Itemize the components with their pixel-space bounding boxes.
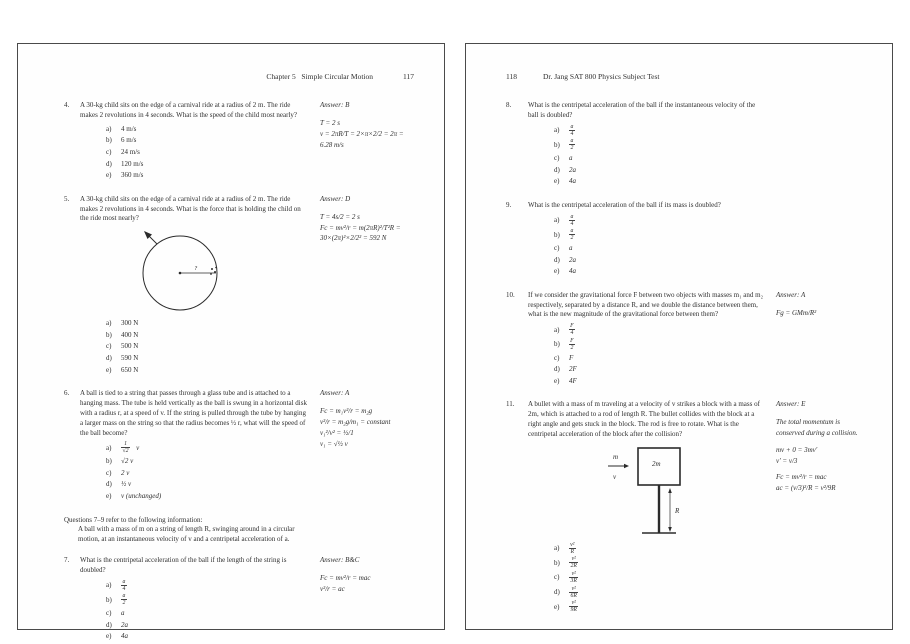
option-row	[554, 338, 766, 351]
option-label: e)	[554, 177, 560, 186]
option-label: e)	[554, 267, 560, 276]
option-row	[106, 135, 310, 145]
option-value: 2F	[569, 365, 577, 374]
option-row	[106, 468, 310, 478]
option-fraction: $\frac{a}{4}$	[122, 578, 126, 592]
option-value: 4 m/s	[121, 124, 137, 133]
question-number: 11.	[506, 400, 515, 409]
option-row	[554, 266, 766, 276]
option-value: a	[569, 243, 573, 252]
option-value: 590 N	[121, 354, 139, 363]
option-label: d)	[106, 159, 112, 168]
left-page-header	[64, 72, 418, 81]
option-label: a)	[554, 216, 560, 225]
option-value: 4a	[569, 177, 576, 186]
group-intro-lead: Questions 7–9 refer to the following information:	[64, 515, 203, 524]
option-label: e)	[554, 602, 560, 611]
option-row	[554, 586, 766, 599]
option-label: a)	[106, 319, 112, 328]
answer-column	[766, 400, 866, 614]
bullet-mass-label: m	[613, 452, 619, 461]
option-value: 2 v	[121, 468, 130, 477]
options-list	[106, 579, 310, 642]
option-suffix: v	[136, 443, 140, 452]
solution-line: v²/r = m₂g/m₁ = constant	[320, 418, 391, 427]
option-value: 400 N	[121, 330, 139, 339]
option-row	[554, 243, 766, 253]
option-value: 24 m/s	[121, 147, 140, 156]
solution-line: Fc = mv²/r = mac	[776, 473, 827, 482]
option-row	[554, 124, 766, 137]
option-row	[554, 176, 766, 186]
option-fraction: $\frac{F}{2}$	[570, 337, 574, 351]
answer-column	[766, 201, 866, 278]
question-4	[64, 101, 418, 182]
option-value: 4a	[569, 267, 576, 276]
option-row	[106, 593, 310, 606]
answer-note: The total momentum is conserved during a collision.	[776, 418, 858, 437]
option-row	[554, 364, 766, 374]
option-row	[554, 255, 766, 265]
option-fraction: $\frac{a}{4}$	[570, 213, 574, 227]
option-label: c)	[106, 147, 112, 156]
option-label: e)	[106, 491, 112, 500]
option-row	[106, 170, 310, 180]
option-fraction: $\frac{a}{4}$	[570, 123, 574, 137]
question-number: 6.	[64, 389, 70, 398]
option-label: e)	[106, 171, 112, 180]
option-value: 2a	[569, 255, 576, 264]
option-label: b)	[554, 340, 560, 349]
option-value: 4a	[121, 632, 128, 641]
option-row	[554, 376, 766, 386]
question-text: If we consider the gravitational force F between two objects with masses m₁ and m₂ respectively, separated by a distance R, and we double the distance between them, what is the new magnitude of the gravitational force between them?	[528, 290, 764, 319]
option-value: a	[569, 153, 573, 162]
group-intro	[64, 516, 418, 545]
option-fraction: $\frac{F}{4}$	[570, 323, 574, 337]
option-row	[106, 147, 310, 157]
option-label: d)	[554, 165, 560, 174]
radius-question-label: ?	[194, 265, 198, 273]
option-fraction: $\frac{1}{√2}$	[122, 441, 129, 455]
option-row	[106, 441, 310, 454]
option-fraction: $\frac{\text{v²}}{3R}$	[570, 570, 577, 585]
question-number: 5.	[64, 194, 70, 203]
option-fraction: $\frac{a}{2}$	[570, 228, 574, 242]
option-value: 4F	[569, 376, 577, 385]
option-label: c)	[554, 153, 560, 162]
option-row	[554, 542, 766, 555]
option-value: a	[121, 608, 125, 617]
option-label: d)	[106, 480, 112, 489]
option-value: 500 N	[121, 342, 139, 351]
options-list	[106, 441, 310, 501]
solution-line: T = 4s/2 = 2 s	[320, 212, 360, 221]
left-page	[17, 43, 445, 641]
option-value: 300 N	[121, 319, 139, 328]
right-page-number: 118	[506, 72, 517, 81]
option-row	[554, 138, 766, 151]
solution-line: ac = (v/3)²/R = v²/9R	[776, 484, 836, 493]
answer-column	[310, 389, 418, 502]
option-label: b)	[554, 230, 560, 239]
option-label: c)	[106, 608, 112, 617]
option-row	[106, 341, 310, 351]
option-value: 650 N	[121, 365, 139, 374]
solution-line: v²/r = ac	[320, 584, 345, 593]
rod-length-label: R	[675, 506, 680, 515]
option-row	[554, 600, 766, 613]
solution-line: Fc = mv²/r = m(2πR)²/T²R =	[320, 223, 401, 232]
option-row	[554, 153, 766, 163]
group-intro-body: A ball with a mass of m on a string of length R, swinging around in a circular motion, at an instantaneous velocity of v and a centripetal acceleration of a.	[78, 525, 295, 544]
option-value: 2a	[569, 165, 576, 174]
option-value: v (unchanged)	[121, 491, 162, 500]
option-label: d)	[106, 620, 112, 629]
options-list	[554, 214, 766, 277]
option-row	[554, 165, 766, 175]
option-value: 120 m/s	[121, 159, 144, 168]
option-fraction: $\frac{\text{v²}}{R}$	[570, 541, 575, 555]
answer-label: Answer: B	[320, 101, 350, 109]
option-row	[106, 456, 310, 466]
question-text: A 30-kg child sits on the edge of a carnival ride at a radius of 2 m. The ride makes 2 revolutions in 4 seconds. What is the force that is holding the child on the ride most nearly?	[80, 194, 301, 223]
chapter-header: Chapter 5 Simple Circular Motion	[266, 72, 374, 81]
right-page	[465, 43, 893, 630]
option-row	[106, 631, 310, 641]
solution-line: mv + 0 = 3mv′	[776, 445, 818, 454]
option-row	[106, 579, 310, 592]
block-mass-label: 2m	[652, 459, 661, 468]
question-number: 9.	[506, 200, 512, 209]
option-row	[106, 365, 310, 375]
option-label: a)	[106, 124, 112, 133]
solution-line: Fc = m₁v²/r = m₂g	[320, 407, 373, 416]
option-value: 2a	[121, 620, 128, 629]
option-row	[554, 571, 766, 584]
option-fraction: $\frac{\text{v²}}{6R}$	[570, 585, 577, 599]
option-row	[554, 228, 766, 241]
option-label: c)	[554, 353, 560, 362]
option-value: √2 v	[121, 457, 134, 466]
answer-label: Answer: A	[320, 389, 350, 398]
question-text: What is the centripetal acceleration of the ball if the length of the string is doubled?	[80, 555, 287, 574]
option-fraction: $\frac{\text{v²}}{9R}$	[570, 600, 577, 614]
option-label: a)	[106, 581, 112, 590]
option-row	[106, 491, 310, 501]
option-row	[106, 124, 310, 134]
question-number: 8.	[506, 101, 512, 109]
solution-line: Fg = GMm/R²	[776, 308, 817, 317]
option-value: 6 m/s	[121, 136, 137, 145]
question-text: What is the centripetal acceleration of the ball if the instantaneous velocity of the ball is doubled?	[528, 101, 756, 119]
options-list	[106, 318, 310, 375]
option-label: a)	[106, 443, 112, 452]
option-row	[106, 159, 310, 169]
option-fraction: $\frac{a}{2}$	[122, 593, 126, 607]
question-6	[64, 389, 418, 502]
solution-line: T = 2 s	[320, 119, 340, 127]
option-label: b)	[106, 457, 112, 466]
answer-label: Answer: E	[776, 400, 806, 409]
answer-label: Answer: B&C	[320, 555, 360, 564]
answer-label: Answer: D	[320, 194, 351, 203]
solution-line: v′ = v/3	[776, 456, 798, 465]
bullet-block-rod-diagram	[604, 443, 724, 539]
answer-column	[310, 556, 418, 643]
option-value: 360 m/s	[121, 171, 144, 180]
option-value: ½ v	[121, 480, 132, 489]
option-label: b)	[554, 140, 560, 149]
option-label: e)	[106, 632, 112, 641]
question-text: A 30-kg child sits on the edge of a carnival ride at a radius of 2 m. The ride makes 2 revolutions in 4 seconds. What is the speed of the child most nearly?	[80, 101, 298, 119]
option-label: a)	[554, 544, 560, 553]
options-list	[554, 124, 766, 187]
option-row	[554, 556, 766, 569]
question-text: A bullet with a mass of m traveling at a velocity of v strikes a block with a mass of 2m, which is attached to a rod of length R. The bullet collides with the block at a right angle and gets stuck in the block. The rod is free to rotate. What is the centripetal acceleration of the block after the collision?	[528, 400, 760, 438]
solution-line: Fc = mv²/r = mac	[320, 573, 371, 582]
option-fraction: $\frac{a}{2}$	[570, 138, 574, 152]
option-label: c)	[106, 342, 112, 351]
options-list	[554, 323, 766, 386]
answer-label: Answer: A	[776, 290, 806, 299]
option-label: d)	[554, 588, 560, 597]
question-11	[506, 400, 866, 614]
question-7	[64, 556, 418, 643]
solution-line: v = 2πR/T = 2×π×2/2 = 2π =	[320, 129, 404, 138]
option-row	[554, 323, 766, 336]
question-9	[506, 201, 866, 278]
option-label: b)	[106, 330, 112, 339]
option-label: d)	[554, 365, 560, 374]
answer-column	[310, 195, 418, 377]
answer-column	[310, 101, 418, 182]
question-number: 10.	[506, 290, 515, 299]
child-figure-icon	[211, 268, 213, 270]
option-row	[554, 353, 766, 363]
option-row	[106, 318, 310, 328]
option-label: a)	[554, 126, 560, 135]
option-fraction: $\frac{\text{v²}}{2R}$	[570, 556, 577, 570]
options-list	[106, 124, 310, 181]
options-list	[554, 542, 766, 614]
right-page-header	[506, 72, 866, 81]
option-row	[106, 330, 310, 340]
option-label: d)	[106, 354, 112, 363]
question-5	[64, 195, 418, 377]
question-text: A ball is tied to a string that passes through a glass tube and is attached to a hanging mass. The tube is held vertically as the ball is swung in a horizontal disk with a radius r, at a speed of v. If the string is pulled through the tube by hanging a larger mass on the string so that the radius becomes ½ r, what will the speed of the ball become?	[80, 389, 307, 437]
option-label: c)	[554, 243, 560, 252]
question-number: 4.	[64, 101, 70, 109]
answer-column	[766, 101, 866, 188]
option-label: c)	[106, 468, 112, 477]
option-row	[106, 479, 310, 489]
option-label: d)	[554, 255, 560, 264]
option-value: F	[569, 353, 574, 362]
bullet-velocity-label: v	[613, 472, 617, 481]
option-row	[106, 608, 310, 618]
option-label: e)	[554, 376, 560, 385]
solution-line: 6.28 m/s	[320, 140, 344, 149]
option-label: a)	[554, 325, 560, 334]
option-label: b)	[106, 136, 112, 145]
option-row	[554, 214, 766, 227]
option-row	[106, 620, 310, 630]
option-label: e)	[106, 365, 112, 374]
carousel-rotation-diagram	[132, 227, 228, 315]
rod-length-arrow-icon	[668, 488, 672, 493]
option-label: c)	[554, 573, 560, 582]
bullet-arrow-icon	[624, 463, 629, 467]
question-number: 7.	[64, 555, 70, 564]
question-text: What is the centripetal acceleration of the ball if its mass is doubled?	[528, 200, 721, 209]
solution-line: v₁ = √½ v	[320, 439, 348, 448]
left-page-number: 117	[403, 72, 414, 81]
option-label: b)	[554, 558, 560, 567]
option-row	[106, 353, 310, 363]
book-title-header: Dr. Jang SAT 800 Physics Subject Test	[542, 72, 660, 81]
question-8	[506, 101, 866, 188]
option-label: b)	[106, 595, 112, 604]
question-10	[506, 291, 866, 388]
solution-line: 30×(2π)²×2/2² = 592 N	[320, 234, 387, 243]
solution-line: v₁²/v² = ½/1	[320, 429, 354, 438]
answer-column	[766, 291, 866, 388]
